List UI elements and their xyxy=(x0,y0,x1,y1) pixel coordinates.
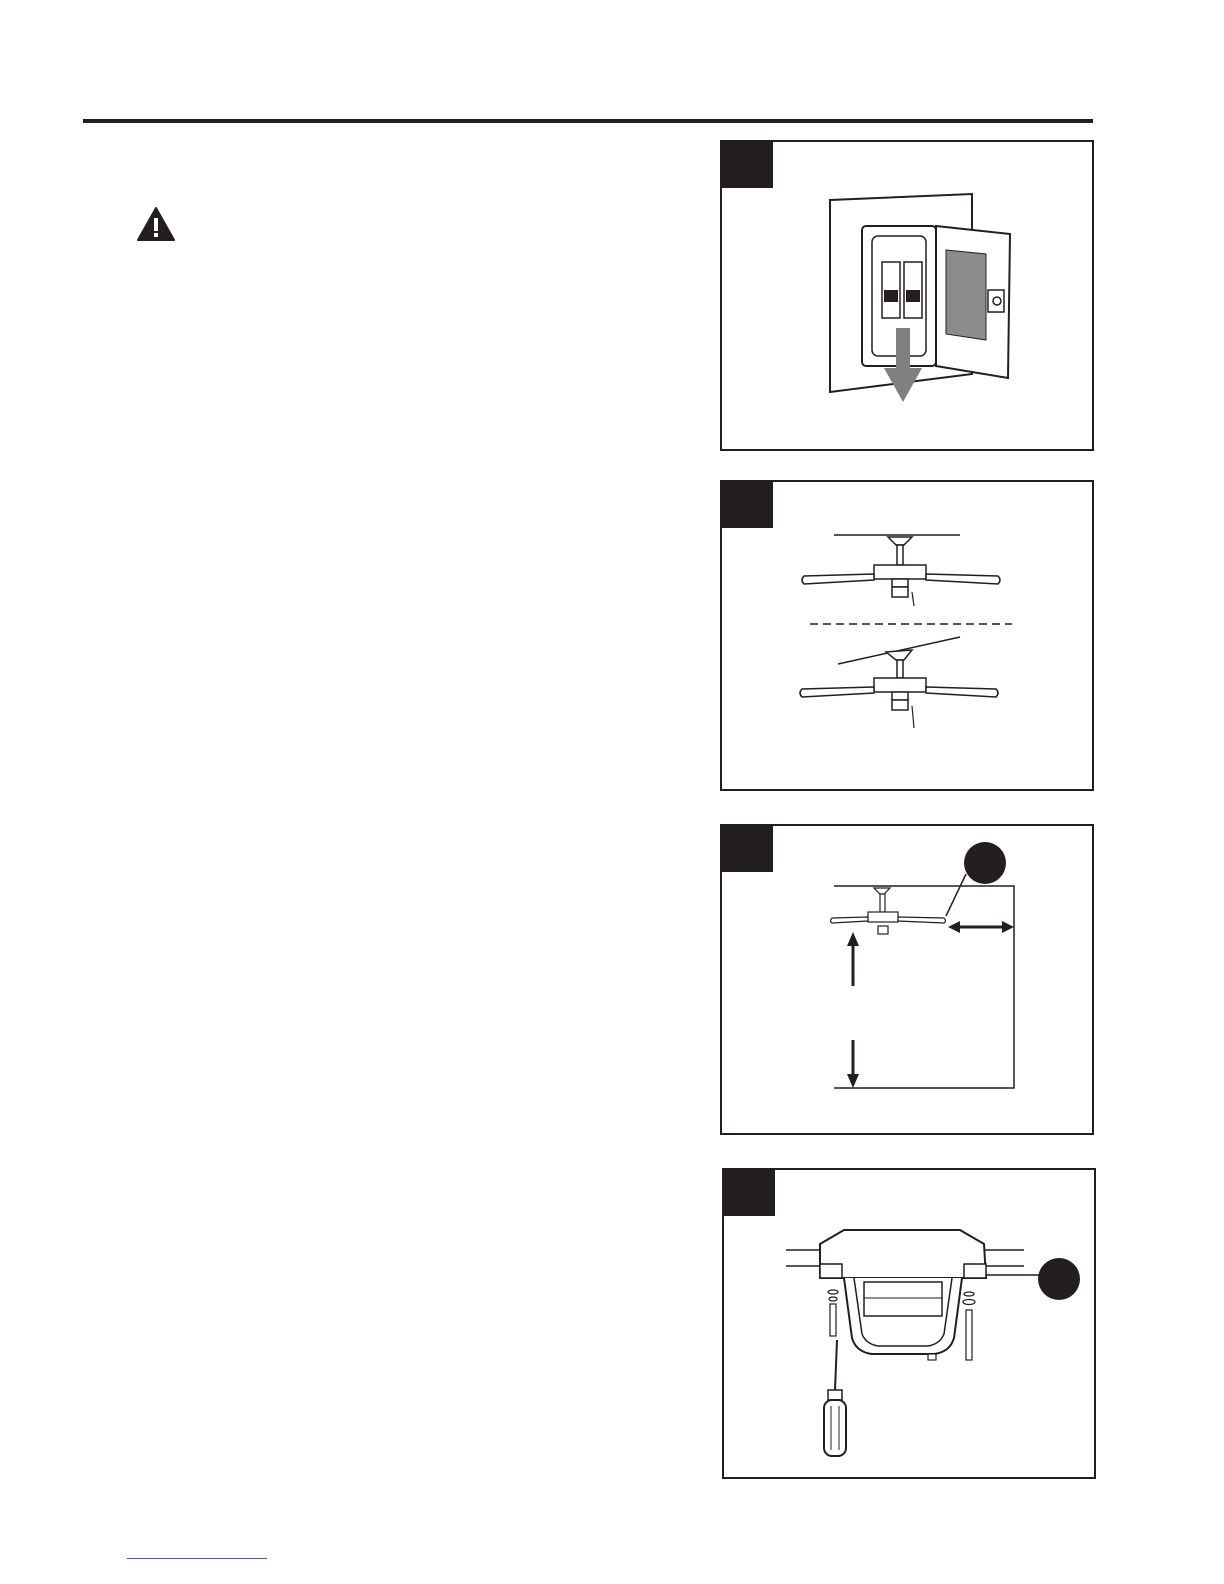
step-panel-2 xyxy=(720,480,1094,791)
mounting-bracket-icon xyxy=(724,1170,1094,1477)
fan-mount-comparison-icon xyxy=(722,482,1092,789)
footer-link-underline[interactable] xyxy=(127,1558,267,1559)
breaker-panel-icon xyxy=(722,142,1092,449)
step-panel-4 xyxy=(722,1168,1096,1479)
top-rule xyxy=(83,119,1093,123)
step-panel-3 xyxy=(720,824,1094,1135)
fan-clearance-icon xyxy=(722,826,1092,1133)
callout-marker xyxy=(964,842,1006,884)
step-panel-1 xyxy=(720,140,1094,451)
warning-triangle-icon xyxy=(137,207,175,241)
callout-marker xyxy=(1038,1258,1080,1300)
